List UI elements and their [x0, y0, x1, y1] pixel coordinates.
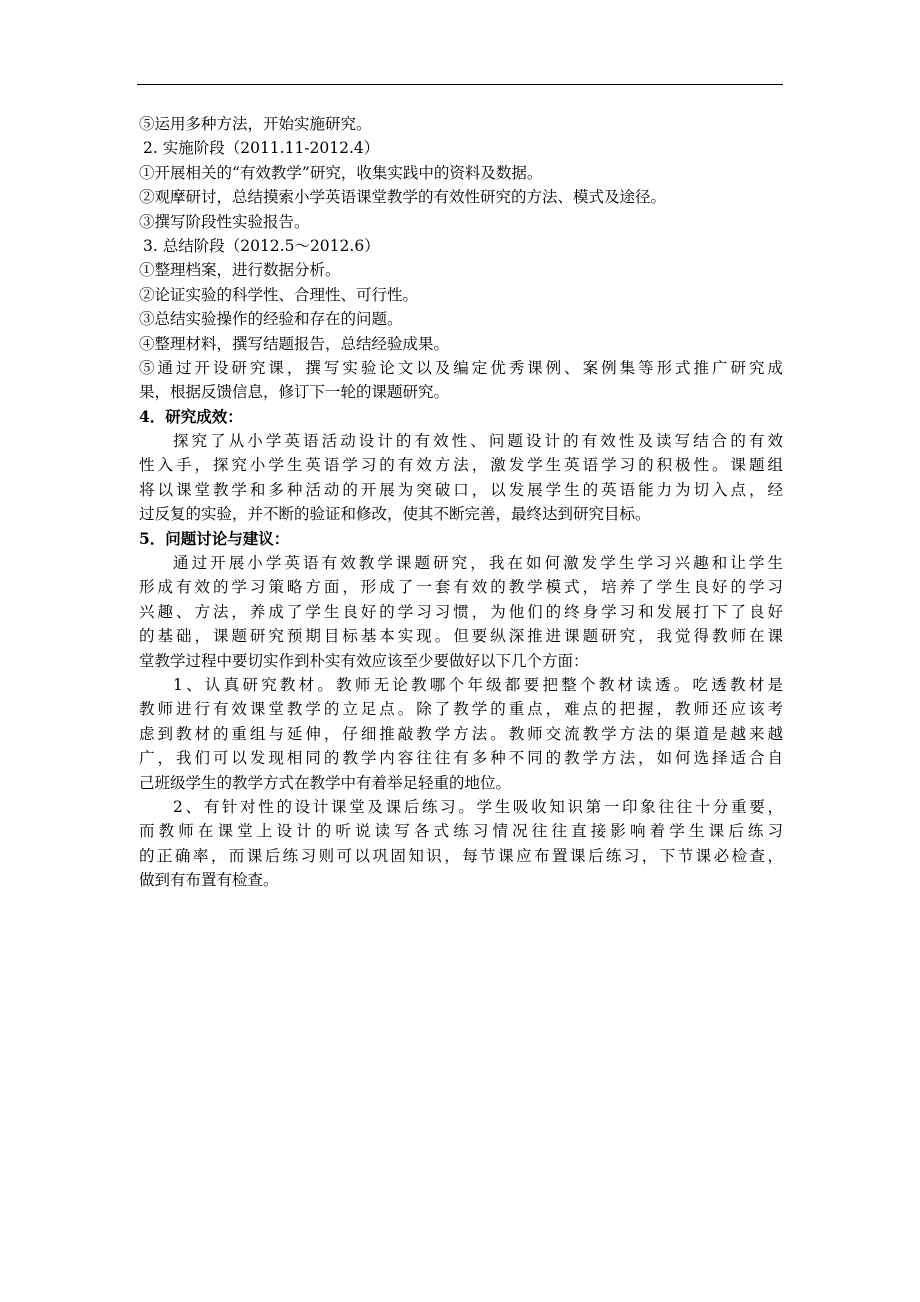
section-5-para-1-line: 形成有效的学习策略方面，形成了一套有效的教学模式，培养了学生良好的学习 — [139, 578, 783, 597]
plan-item-5: ⑤运用多种方法，开始实施研究。 — [139, 115, 372, 133]
section-5-heading: 5．问题讨论与建议： — [139, 528, 290, 548]
section-5-para-1-line: 兴趣、方法，养成了学生良好的学习习惯，为他们的终身学习和发展打下了良好 — [139, 602, 783, 621]
section-5-para-1-line: 通过开展小学英语有效教学课题研究，我在如何激发学生学习兴趣和让学生 — [173, 554, 783, 573]
section-4-heading: 4．研究成效： — [139, 406, 243, 426]
stage-3-item-5-cont: 果，根据反馈信息，修订下一轮的课题研究。 — [139, 383, 450, 402]
section-4-line: 将以课堂教学和多种活动的开展为突破口，以发展学生的英语能力为切入点，经 — [139, 480, 783, 499]
section-5-para-2-line: 虑到教材的重组与延伸，仔细推敲教学方法。教师交流教学方法的渠道是越来越 — [139, 724, 783, 743]
section-5-para-2-line: 教师进行有效课堂教学的立足点。除了教学的重点，难点的把握，教师还应该考 — [139, 700, 783, 719]
stage-2-item-3: ③撰写阶段性实验报告。 — [139, 212, 310, 231]
section-4-line: 性入手，探究小学生英语学习的有效方法，激发学生英语学习的积极性。课题组 — [139, 456, 783, 475]
section-4-line: 过反复的实验，并不断的验证和修改，使其不断完善，最终达到研究目标。 — [139, 505, 651, 524]
section-5-para-1-line: 堂教学过程中要切实作到朴实有效应该至少要做好以下几个方面： — [139, 651, 589, 670]
section-5-para-3-line: 的正确率，而课后练习则可以巩固知识，每节课应布置课后练习，下节课必检查， — [139, 846, 783, 865]
stage-3-item-2: ②论证实验的科学性、合理性、可行性。 — [139, 285, 419, 304]
stage-2-item-2: ②观摩研讨，总结摸索小学英语课堂教学的有效性研究的方法、模式及途径。 — [139, 188, 667, 207]
stage-3-item-5: ⑤通过开设研究课，撰写实验论文以及编定优秀课例、案例集等形式推广研究成 — [139, 358, 783, 377]
section-5-para-2-line: 己班级学生的教学方式在教学中有着举足轻重的地位。 — [139, 773, 512, 792]
section-5-para-1-line: 的基础，课题研究预期目标基本实现。但要纵深推进课题研究，我觉得教师在课 — [139, 627, 783, 646]
section-5-para-3-line: 2、有针对性的设计课堂及课后练习。学生吸收知识第一印象往往十分重要， — [173, 797, 783, 816]
section-4-line: 探究了从小学英语活动设计的有效性、问题设计的有效性及读写结合的有效 — [173, 432, 783, 451]
section-5-para-3-line: 做到有布置有检查。 — [139, 871, 279, 890]
stage-2-item-1: ①开展相关的“有效教学”研究，收集实践中的资料及数据。 — [139, 163, 543, 182]
stage-2-heading: 2. 实施阶段（2011.11-2012.4） — [143, 139, 380, 158]
stage-3-item-4: ④整理材料，撰写结题报告，总结经验成果。 — [139, 334, 450, 353]
section-5-para-2-line: 1、认真研究教材。教师无论教哪个年级都要把整个教材读透。吃透教材是 — [173, 675, 783, 694]
stage-3-item-3: ③总结实验操作的经验和存在的问题。 — [139, 310, 403, 329]
section-5-para-3-line: 而教师在课堂上设计的听说读写各式练习情况往往直接影响着学生课后练习 — [139, 822, 783, 841]
stage-3-item-1: ①整理档案，进行数据分析。 — [139, 261, 341, 280]
section-5-para-2-line: 广，我们可以发现相同的教学内容往往有多种不同的教学方法，如何选择适合自 — [139, 749, 783, 768]
stage-3-heading: 3. 总结阶段（2012.5～2012.6） — [143, 236, 380, 255]
header-rule — [137, 84, 783, 85]
document-body — [139, 112, 783, 893]
